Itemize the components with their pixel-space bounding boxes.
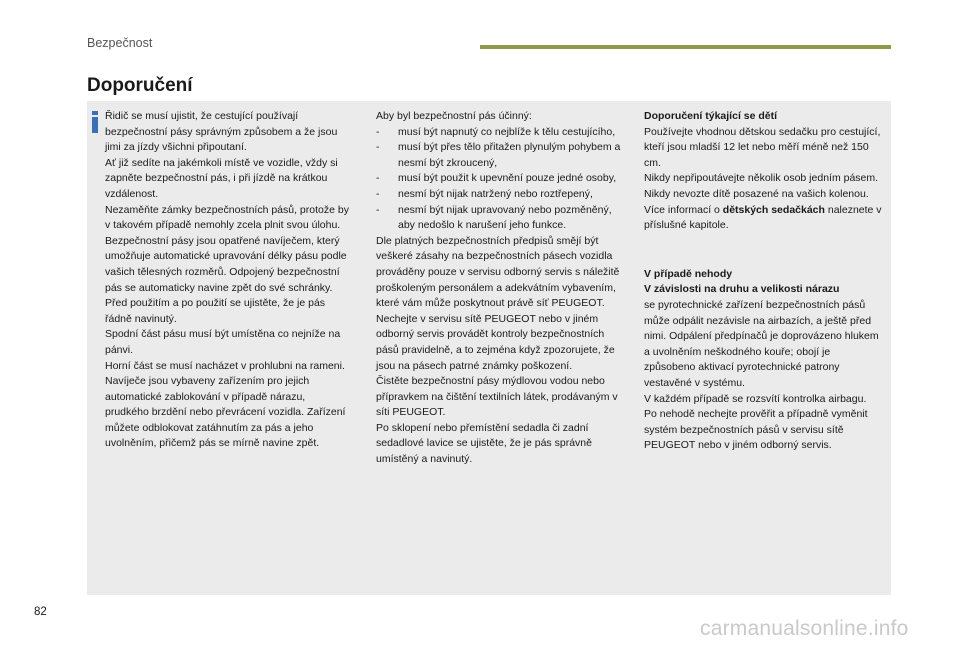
paragraph: Dle platných bezpečnostních předpisů smějí být veškeré zásahy na bezpečnostních pásech vozidla prováděny pouze v servisu odborný servis s náležitě proškoleným personálem a adekvátním vybavením, které vám může poskytnout právě síť PEUGEOT. bbox=[376, 234, 620, 310]
header-accent-bar bbox=[480, 45, 891, 49]
list-item: - nesmí být nijak natržený nebo roztřepený, bbox=[376, 187, 621, 203]
accident-subheading: V závislosti na druhu a velikosti nárazu bbox=[644, 283, 840, 296]
paragraph: Řidič se musí ujistit, že cestující používají bezpečnostní pásy správným způsobem a že jsou jimi za jízdy všichni připoutaní. bbox=[105, 110, 338, 154]
paragraph: Horní část se musí nacházet v prohlubni na rameni. bbox=[105, 359, 345, 372]
page-title: Doporučení bbox=[87, 75, 193, 96]
paragraph: V každém případě se rozsvítí kontrolka airbagu. bbox=[644, 392, 867, 405]
paragraph: Před použitím a po použití se ujistěte, že je pás řádně navinutý. bbox=[105, 297, 326, 325]
children-heading: Doporučení týkající se dětí bbox=[644, 110, 778, 122]
paragraph: Ať již sedíte na jakémkoli místě ve vozidle, vždy si zapněte bezpečnostní pás, i při jízdě na krátkou vzdálenost. bbox=[105, 156, 338, 200]
page-number: 82 bbox=[34, 606, 47, 618]
paragraph: Čistěte bezpečnostní pásy mýdlovou vodou nebo přípravkem na čištění textilních látek, prodávaným v síti PEUGEOT. bbox=[376, 375, 618, 419]
paragraph: Nikdy nepřipoutávejte několik osob jedním pásem. bbox=[644, 172, 879, 185]
info-icon bbox=[92, 111, 98, 133]
section-label: Bezpečnost bbox=[87, 36, 153, 50]
list-item: - musí být napnutý co nejblíže k tělu cestujícího, bbox=[376, 125, 621, 141]
watermark: carmanualsonline.info bbox=[700, 617, 909, 640]
paragraph: se pyrotechnické zařízení bezpečnostních pásů může odpálit nezávisle na airbazích, a ještě před nimi. Odpálení předpínačů je doprovázeno hlukem a uvolněním neškodného kouře; obojí je způsobeno aktivací pyrotechnické patrony vestavěné v systému. bbox=[644, 298, 879, 389]
paragraph: Bezpečnostní pásy jsou opatřené navíječem, který umožňuje automatické upravování délky pásu podle vašich tělesných rozměrů. Odpojený bezpečnostní pás se automaticky navine zpět do své schránky. bbox=[105, 234, 347, 294]
paragraph: Spodní část pásu musí být umístěna co nejníže na pánvi. bbox=[105, 328, 341, 356]
list-item: - musí být použit k upevnění pouze jedné osoby, bbox=[376, 171, 621, 187]
list-intro: Aby byl bezpečnostní pás účinný: bbox=[376, 110, 532, 122]
dash-bullet: - bbox=[376, 187, 380, 200]
column-seatbelt-effectiveness bbox=[376, 109, 621, 468]
paragraph: Nechejte v servisu sítě PEUGEOT nebo v jiném odborný servis provádět kontroly bezpečnostních pásů pravidelně, a to zejména když zpozorujete, že jsou na pásech patrné známky poškození. bbox=[376, 312, 615, 372]
paragraph: Po nehodě nechejte prověřit a případně vyměnit systém bezpečnostních pásů v servisu sítě PEUGEOT nebo v jiném odborný servis. bbox=[644, 408, 868, 452]
column-children-and-accident bbox=[644, 109, 884, 454]
content-panel bbox=[87, 101, 891, 595]
list-item: - musí být přes tělo přitažen plynulým pohybem a nesmí být zkroucený, bbox=[376, 141, 621, 169]
dash-bullet: - bbox=[376, 172, 380, 185]
paragraph: Nikdy nevozte dítě posazené na vašich kolenou. bbox=[644, 187, 869, 200]
paragraph: Používejte vhodnou dětskou sedačku pro cestující, kteří jsou mladší 12 let nebo měří méně než 150 cm. bbox=[644, 125, 881, 169]
paragraph: Nezaměňte zámky bezpečnostních pásů, protože by v takovém případě nemohly zcela plnit svou úlohu. bbox=[105, 203, 349, 232]
accident-heading: V případě nehody bbox=[644, 267, 733, 280]
dash-bullet: - bbox=[376, 203, 380, 216]
paragraph: Po sklopení nebo přemístění sedadla či zadní sedadlové lavice se ujistěte, že je pás správně umístěný a navinutý. bbox=[376, 421, 592, 466]
list-item: - nesmí být nijak upravovaný nebo pozměněný, aby nedošlo k narušení jeho funkce. bbox=[376, 203, 612, 232]
column-seatbelt-usage bbox=[105, 109, 351, 452]
child-seats-reference: dětských sedačkách bbox=[722, 203, 825, 216]
dash-bullet: - bbox=[376, 125, 380, 138]
more-info-text: Více informací o dětských sedačkách naleznete v příslušné kapitole. bbox=[644, 203, 882, 232]
paragraph: Navíječe jsou vybaveny zařízením pro jejich automatické zablokování v případě nárazu, prudkého brzdění nebo převrácení vozidla. Zařízení můžete odblokovat zatáhnutím za pás a jeho uvolněním, přičemž pás se mírně navine zpět. bbox=[105, 375, 346, 450]
dash-bullet: - bbox=[376, 141, 380, 154]
